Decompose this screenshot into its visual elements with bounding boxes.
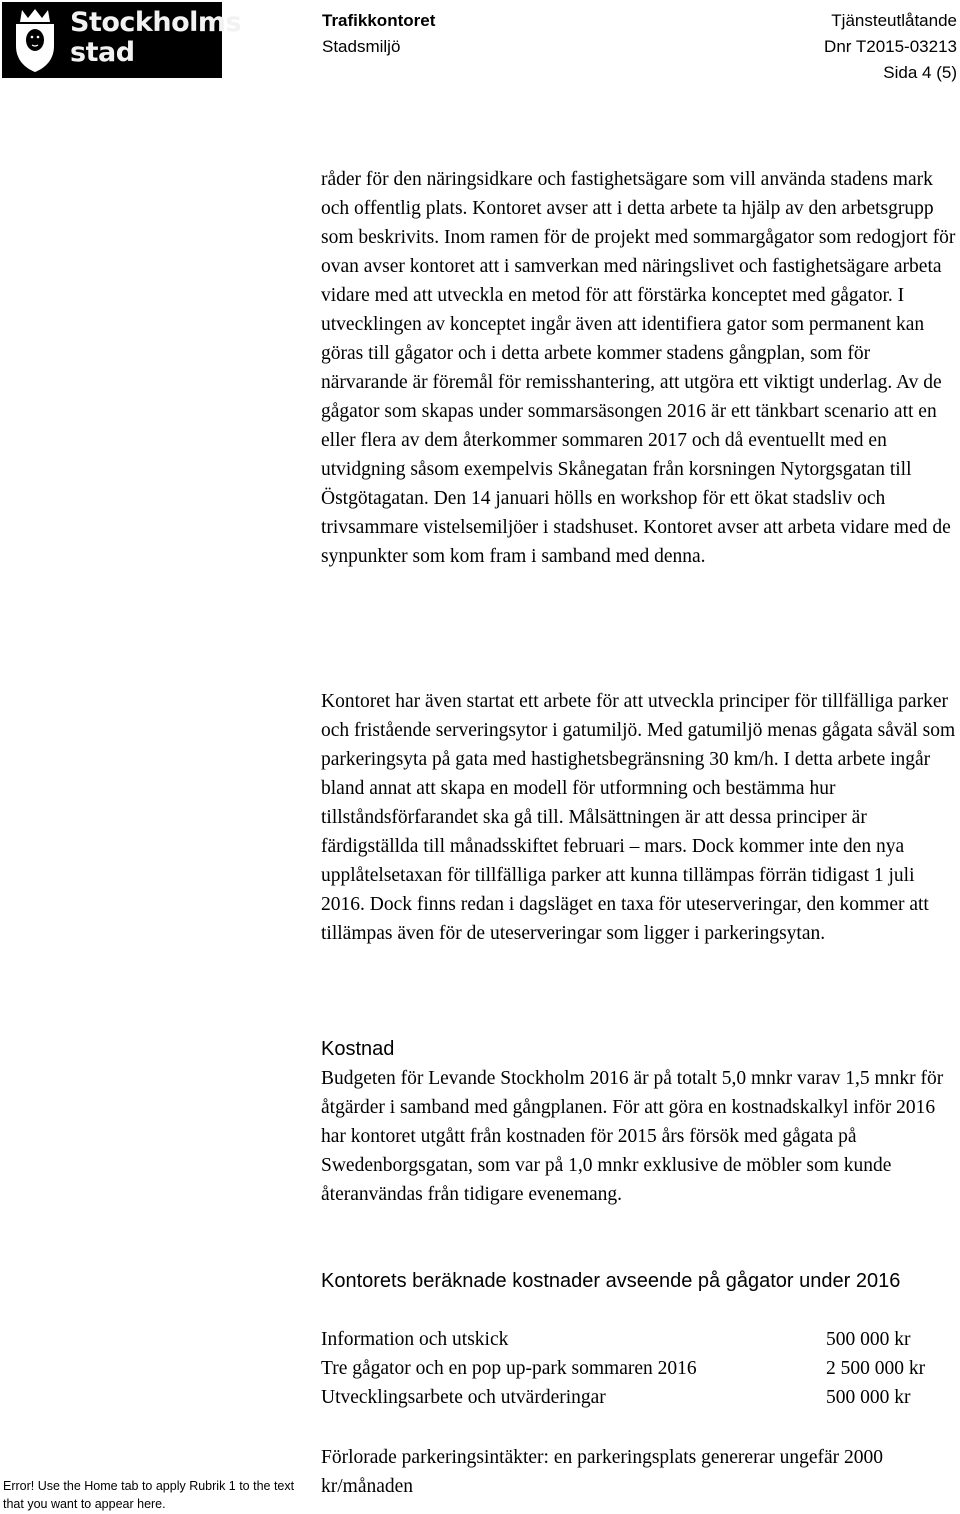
cost-row xyxy=(321,1354,957,1383)
crest-icon xyxy=(8,6,62,74)
header-right xyxy=(824,8,957,86)
paragraph-3: Budgeten för Levande Stockholm 2016 är på totalt 5,0 mnkr varav 1,5 mnkr för åtgärder i samband med gångplanen. För att göra en kostnadskalkyl inför 2016 har kontoret utgått från kostnaden för 2015 års försök med gågata på Swedenborgsgatan, som var på 1,0 mnkr exklusive de möbler som kunde återanvändas från tidigare evenemang. xyxy=(321,1068,944,1205)
stockholms-stad-logo xyxy=(2,2,242,78)
cost-label: Utvecklingsarbete och utvärderingar xyxy=(321,1387,606,1408)
department-name: Trafikkontoret xyxy=(322,11,436,30)
footer-error-text: Error! Use the Home tab to apply Rubrik 1 to the text that you want to appear here. xyxy=(3,1479,295,1511)
cost-amount: 500 000 kr xyxy=(826,1387,911,1408)
heading-kostnad: Kostnad xyxy=(321,1038,395,1060)
page-number: Sida 4 (5) xyxy=(883,63,957,82)
logo-line-2: stad xyxy=(70,37,135,68)
logo-wordmark xyxy=(70,8,241,68)
cost-amount: 500 000 kr xyxy=(826,1329,911,1350)
cost-row xyxy=(321,1383,957,1412)
cost-table xyxy=(321,1325,957,1412)
document-type: Tjänsteutlåtande xyxy=(831,11,957,30)
document-number: Dnr T2015-03213 xyxy=(824,37,957,56)
paragraph-2: Kontoret har även startat ett arbete för att utveckla principer för tillfälliga parker och fristående serveringsytor i gatumiljö. Med gatumiljö menas gågata såväl som parkeringsyta på gata med hastighetsbegränsning 30 km/h. I detta arbete ingår bland annat att skapa en modell för utformning och bestämma hur tillståndsförfarandet ska gå till. Målsättningen är att dessa principer är färdigställda till månadsskiftet februari – mars. Dock kommer inte den nya upplåtelsetaxan för tillfälliga parker att kunna tillämpas förrän tidigast 1 juli 2016. Dock finns redan i dagsläget en taxa för uteserveringar, den kommer att tillämpas även för de uteserveringar som ligger i parkeringsytan. xyxy=(321,691,956,944)
paragraph-1: råder för den näringsidkare och fastighetsägare som vill använda stadens mark och offentlig plats. Kontoret avser att i detta arbete ta hjälp av den arbetsgrupp som beskrivits. Inom ramen för de projekt med sommargågator som redogjort för ovan avser kontoret att i samverkan med näringslivet och fastighetsägare arbeta vidare med att utveckla en metod för att förstärka konceptet med gågator. I utvecklingen av konceptet ingår även att identifiera gator som permanent kan göras till gågator och i detta arbete kommer stadens gångplan, som för närvarande är föremål för remisshantering, att utgöra ett viktigt underlag. Av de gågator som skapas under sommarsäsongen 2016 är ett tänkbart scenario att en eller flera av dem återkommer sommaren 2017 och då eventuellt med en utvidgning såsom exempelvis Skånegatan från korsningen Nytorgsgatan till Östgötagatan. Den 14 januari hölls en workshop för ett ökat stadsliv och trivsammare vistelsemiljöer i stadshuset. Kontoret avser att arbeta vidare med de synpunkter som kom fram i samband med denna. xyxy=(321,169,956,567)
heading-cost-estimate: Kontorets beräknade kostnader avseende på gågator under 2016 xyxy=(321,1270,901,1292)
cost-label: Information och utskick xyxy=(321,1329,509,1350)
cost-amount: 2 500 000 kr xyxy=(826,1358,926,1379)
logo-line-1: Stockholms xyxy=(70,7,242,38)
cost-row xyxy=(321,1325,957,1354)
header-left xyxy=(322,8,435,60)
cost-label: Tre gågator och en pop up-park sommaren 2016 xyxy=(321,1358,697,1379)
paragraph-4: Förlorade parkeringsintäkter: en parkeringsplats genererar ungefär 2000 kr/månaden xyxy=(321,1447,884,1497)
unit-name: Stadsmiljö xyxy=(322,37,401,56)
